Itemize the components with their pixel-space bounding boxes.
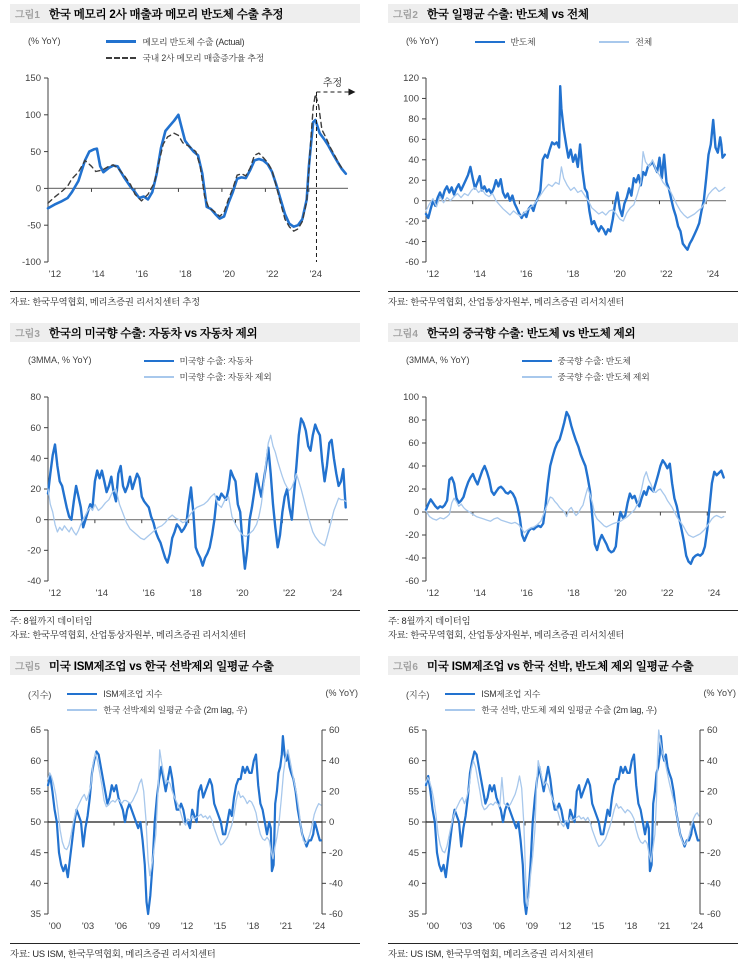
svg-text:60: 60 bbox=[707, 725, 718, 737]
svg-text:80: 80 bbox=[408, 114, 419, 126]
svg-text:100: 100 bbox=[403, 392, 419, 404]
svg-text:60: 60 bbox=[329, 725, 340, 737]
svg-text:100: 100 bbox=[403, 93, 419, 105]
panel-footer bbox=[10, 291, 360, 309]
svg-text:'20: '20 bbox=[613, 269, 626, 280]
source-text: 자료: 한국무역협회, 산업통상자원부, 메리츠증권 리서치센터 bbox=[388, 629, 625, 640]
svg-text:'09: '09 bbox=[147, 921, 161, 933]
panel-header bbox=[388, 323, 738, 342]
panel-footer bbox=[388, 943, 738, 961]
legend-item-label: 한국 선박제외 일평균 수출 (2m lag, 우) bbox=[103, 705, 248, 716]
figure-number-label: 그림4 bbox=[393, 329, 418, 341]
svg-text:45: 45 bbox=[30, 848, 41, 860]
svg-text:'24: '24 bbox=[309, 269, 323, 280]
legend-item bbox=[67, 703, 247, 716]
svg-text:'12: '12 bbox=[48, 588, 62, 600]
svg-text:'24: '24 bbox=[690, 921, 704, 933]
svg-text:'00: '00 bbox=[48, 921, 62, 933]
legend-item bbox=[475, 35, 536, 48]
legend-item bbox=[67, 687, 247, 700]
legend-line-swatch bbox=[106, 57, 136, 59]
svg-text:20: 20 bbox=[408, 175, 419, 187]
panel-footer bbox=[10, 943, 360, 961]
svg-text:'24: '24 bbox=[706, 269, 720, 280]
svg-text:'12: '12 bbox=[426, 588, 440, 600]
legend bbox=[445, 687, 656, 716]
svg-text:-20: -20 bbox=[329, 848, 343, 860]
svg-text:'15: '15 bbox=[591, 921, 605, 933]
svg-text:35: 35 bbox=[30, 909, 41, 921]
legend-line-swatch bbox=[144, 376, 174, 378]
panel-header bbox=[10, 4, 360, 23]
svg-text:20: 20 bbox=[30, 484, 41, 496]
right-axis-unit-label: (% YoY) bbox=[703, 688, 736, 699]
svg-text:50: 50 bbox=[30, 817, 41, 829]
legend-item bbox=[106, 51, 264, 64]
svg-text:-60: -60 bbox=[405, 576, 419, 588]
legend-bar bbox=[388, 354, 738, 387]
legend-item-label: 메모리 반도체 수출 (Actual) bbox=[142, 37, 245, 47]
note-text: 주: 8월까지 데이터임 bbox=[10, 616, 93, 627]
line-chart-china-exports bbox=[388, 389, 738, 605]
svg-text:'00: '00 bbox=[426, 921, 440, 933]
svg-text:40: 40 bbox=[408, 154, 419, 166]
legend bbox=[144, 354, 272, 383]
legend-item bbox=[106, 35, 264, 48]
svg-text:-40: -40 bbox=[405, 553, 419, 565]
svg-text:55: 55 bbox=[30, 786, 41, 798]
svg-text:'06: '06 bbox=[492, 921, 506, 933]
panel-footer bbox=[388, 291, 738, 309]
legend-item bbox=[445, 703, 656, 716]
svg-text:'21: '21 bbox=[657, 921, 671, 933]
legend bbox=[106, 35, 264, 64]
svg-text:'09: '09 bbox=[525, 921, 539, 933]
source-text: 자료: 한국무역협회, 산업통상자원부, 메리츠증권 리서치센터 bbox=[388, 297, 625, 307]
legend bbox=[475, 35, 653, 48]
svg-text:'18: '18 bbox=[624, 921, 638, 933]
legend-item bbox=[522, 354, 650, 367]
chart-title: 한국 메모리 2사 매출과 메모리 반도체 수출 추정 bbox=[48, 8, 284, 21]
svg-text:50: 50 bbox=[30, 146, 41, 158]
legend-line-swatch bbox=[599, 41, 629, 43]
svg-text:'24: '24 bbox=[312, 921, 326, 933]
svg-text:'16: '16 bbox=[135, 269, 149, 280]
svg-text:40: 40 bbox=[329, 756, 340, 768]
legend-item-label: 중국향 수출: 반도체 bbox=[557, 356, 631, 367]
panel-header bbox=[388, 4, 738, 23]
source-text: 자료: US ISM, 한국무역협회, 메리츠증권 리서치센터 bbox=[10, 949, 216, 960]
left-axis-unit-label: (% YoY) bbox=[406, 36, 439, 46]
legend-line-swatch bbox=[475, 41, 505, 43]
legend-item bbox=[144, 354, 272, 367]
chart-panel-4 bbox=[388, 323, 738, 642]
svg-text:추정: 추정 bbox=[322, 78, 343, 89]
source-text: 자료: 한국무역협회, 메리츠증권 리서치센터 추정 bbox=[10, 297, 200, 307]
legend-bar bbox=[10, 35, 360, 68]
line-chart-us-exports bbox=[10, 389, 360, 605]
svg-text:45: 45 bbox=[408, 848, 419, 860]
svg-text:'16: '16 bbox=[520, 269, 533, 280]
note-text: 주: 8월까지 데이터임 bbox=[388, 616, 471, 627]
legend-item bbox=[522, 370, 650, 383]
legend-item bbox=[144, 370, 272, 383]
svg-text:0: 0 bbox=[413, 507, 419, 519]
svg-text:'20: '20 bbox=[236, 588, 249, 600]
svg-text:'06: '06 bbox=[114, 921, 128, 933]
svg-text:-20: -20 bbox=[707, 848, 721, 860]
svg-text:'14: '14 bbox=[473, 269, 486, 280]
right-axis-unit-label: (% YoY) bbox=[325, 688, 358, 699]
svg-text:80: 80 bbox=[30, 392, 41, 404]
svg-text:0: 0 bbox=[329, 817, 335, 829]
legend-line-swatch bbox=[106, 40, 136, 43]
panel-header bbox=[10, 323, 360, 342]
svg-text:'18: '18 bbox=[246, 921, 260, 933]
svg-text:'14: '14 bbox=[95, 588, 109, 600]
svg-text:40: 40 bbox=[408, 461, 419, 473]
left-axis-unit-label: (3MMA, % YoY) bbox=[28, 355, 92, 366]
svg-text:100: 100 bbox=[25, 110, 41, 121]
source-text: 자료: 한국무역협회, 산업통상자원부, 메리츠증권 리서치센터 bbox=[10, 629, 247, 640]
svg-text:60: 60 bbox=[408, 438, 419, 450]
figure-number-label: 그림3 bbox=[15, 329, 40, 341]
chart-title: 한국 일평균 수출: 반도체 vs 전체 bbox=[426, 8, 589, 21]
legend-line-swatch bbox=[67, 693, 97, 695]
svg-text:'16: '16 bbox=[520, 588, 533, 600]
chart-title: 미국 ISM제조업 vs 한국 선박, 반도체 제외 일평균 수출 bbox=[426, 660, 694, 673]
svg-text:120: 120 bbox=[403, 73, 419, 85]
legend-line-swatch bbox=[522, 376, 552, 378]
svg-text:150: 150 bbox=[25, 73, 41, 85]
legend-item-label: 전체 bbox=[635, 37, 653, 47]
legend-item-label: ISM제조업 지수 bbox=[103, 689, 163, 700]
chart-title: 한국의 중국향 수출: 반도체 vs 반도체 제외 bbox=[426, 327, 636, 340]
legend-line-swatch bbox=[445, 693, 475, 695]
chart-title: 미국 ISM제조업 vs 한국 선박제외 일평균 수출 bbox=[48, 660, 274, 673]
legend-bar bbox=[10, 354, 360, 387]
svg-text:'18: '18 bbox=[566, 269, 580, 280]
svg-text:'22: '22 bbox=[266, 269, 279, 280]
svg-text:'12: '12 bbox=[48, 269, 62, 280]
svg-text:20: 20 bbox=[329, 786, 340, 798]
svg-text:'24: '24 bbox=[330, 588, 343, 600]
panel-footer bbox=[10, 610, 360, 642]
chart-panel-2 bbox=[388, 4, 738, 309]
svg-text:'21: '21 bbox=[279, 921, 293, 933]
svg-text:20: 20 bbox=[408, 484, 419, 496]
svg-text:'16: '16 bbox=[142, 588, 155, 600]
svg-text:65: 65 bbox=[408, 725, 419, 737]
line-chart-memory-exports bbox=[10, 70, 360, 286]
line-chart-daily-exports bbox=[388, 70, 738, 286]
panel-footer bbox=[388, 610, 738, 642]
legend bbox=[522, 354, 650, 383]
svg-text:'18: '18 bbox=[189, 588, 202, 600]
svg-text:'22: '22 bbox=[283, 588, 296, 600]
svg-text:'12: '12 bbox=[180, 921, 194, 933]
chart-panel-6 bbox=[388, 656, 738, 961]
svg-text:-20: -20 bbox=[405, 530, 419, 542]
legend-item-label: 반도체 bbox=[510, 37, 536, 47]
legend-item bbox=[445, 687, 656, 700]
svg-text:-40: -40 bbox=[329, 878, 343, 890]
svg-text:0: 0 bbox=[35, 515, 41, 527]
chart-panel-5 bbox=[10, 656, 360, 961]
svg-text:-60: -60 bbox=[707, 909, 721, 921]
legend-item bbox=[599, 35, 652, 48]
svg-text:'14: '14 bbox=[473, 588, 487, 600]
line-chart-ism-vs-exports bbox=[10, 722, 360, 938]
panel-header bbox=[10, 656, 360, 675]
svg-text:'24: '24 bbox=[708, 588, 721, 600]
svg-text:0: 0 bbox=[707, 817, 713, 829]
svg-text:-40: -40 bbox=[707, 878, 721, 890]
legend-bar bbox=[10, 687, 360, 720]
figure-number-label: 그림6 bbox=[393, 662, 418, 674]
svg-text:60: 60 bbox=[408, 134, 419, 146]
svg-text:'03: '03 bbox=[459, 921, 473, 933]
figure-number-label: 그림2 bbox=[393, 10, 418, 21]
legend-line-swatch bbox=[445, 709, 475, 711]
figure-number-label: 그림5 bbox=[15, 662, 40, 674]
svg-text:-40: -40 bbox=[27, 576, 41, 588]
legend-item-label: 미국향 수출: 자동차 제외 bbox=[179, 372, 272, 383]
svg-text:20: 20 bbox=[707, 786, 718, 798]
svg-text:'18: '18 bbox=[179, 269, 192, 280]
svg-text:-100: -100 bbox=[21, 257, 41, 269]
legend-item-label: 국내 2사 메모리 매출증가율 추정 bbox=[142, 53, 265, 63]
svg-text:'14: '14 bbox=[92, 269, 105, 280]
figure-number-label: 그림1 bbox=[15, 10, 40, 21]
source-text: 자료: US ISM, 한국무역협회, 메리츠증권 리서치센터 bbox=[388, 949, 594, 960]
legend-item-label: 한국 선박, 반도체 제외 일평균 수출 (2m lag, 우) bbox=[481, 705, 657, 716]
chart-title: 한국의 미국향 수출: 자동차 vs 자동차 제외 bbox=[48, 327, 258, 340]
svg-text:60: 60 bbox=[30, 756, 41, 768]
panel-header bbox=[388, 656, 738, 675]
svg-text:'20: '20 bbox=[222, 269, 236, 280]
svg-text:55: 55 bbox=[408, 786, 419, 798]
svg-text:35: 35 bbox=[408, 909, 419, 921]
svg-text:40: 40 bbox=[30, 454, 41, 466]
svg-text:0: 0 bbox=[413, 195, 419, 207]
chart-panel-3 bbox=[10, 323, 360, 642]
left-axis-unit-label: (지수) bbox=[28, 690, 52, 701]
svg-text:'20: '20 bbox=[614, 588, 627, 600]
svg-text:-60: -60 bbox=[405, 257, 419, 269]
svg-text:60: 60 bbox=[30, 423, 41, 435]
svg-text:'12: '12 bbox=[426, 269, 440, 280]
line-chart-ism-vs-exports-exsemi bbox=[388, 722, 738, 938]
svg-text:40: 40 bbox=[30, 878, 41, 890]
svg-text:0: 0 bbox=[35, 183, 41, 195]
svg-text:'18: '18 bbox=[567, 588, 580, 600]
svg-text:40: 40 bbox=[707, 756, 718, 768]
legend-line-swatch bbox=[522, 360, 552, 362]
svg-text:'22: '22 bbox=[661, 588, 674, 600]
legend-bar bbox=[388, 687, 738, 720]
svg-text:-20: -20 bbox=[405, 216, 419, 228]
svg-text:40: 40 bbox=[408, 878, 419, 890]
svg-text:'12: '12 bbox=[558, 921, 572, 933]
legend-line-swatch bbox=[67, 709, 97, 711]
svg-text:-50: -50 bbox=[27, 220, 41, 232]
svg-text:-60: -60 bbox=[329, 909, 343, 921]
left-axis-unit-label: (지수) bbox=[406, 690, 430, 701]
legend bbox=[67, 687, 247, 716]
svg-text:65: 65 bbox=[30, 725, 41, 737]
svg-text:-20: -20 bbox=[27, 546, 41, 558]
svg-text:'22: '22 bbox=[660, 269, 673, 280]
svg-text:'03: '03 bbox=[81, 921, 95, 933]
svg-text:-40: -40 bbox=[405, 236, 419, 248]
left-axis-unit-label: (% YoY) bbox=[28, 36, 61, 46]
svg-text:'15: '15 bbox=[213, 921, 227, 933]
legend-item-label: 중국향 수출: 반도체 제외 bbox=[557, 372, 650, 383]
legend-bar bbox=[388, 35, 738, 68]
svg-text:50: 50 bbox=[408, 817, 419, 829]
legend-item-label: ISM제조업 지수 bbox=[481, 689, 541, 700]
svg-text:60: 60 bbox=[408, 756, 419, 768]
chart-panel-1 bbox=[10, 4, 360, 309]
legend-line-swatch bbox=[144, 360, 174, 362]
svg-text:80: 80 bbox=[408, 415, 419, 427]
left-axis-unit-label: (3MMA, % YoY) bbox=[406, 355, 470, 366]
legend-item-label: 미국향 수출: 자동차 bbox=[179, 356, 253, 367]
